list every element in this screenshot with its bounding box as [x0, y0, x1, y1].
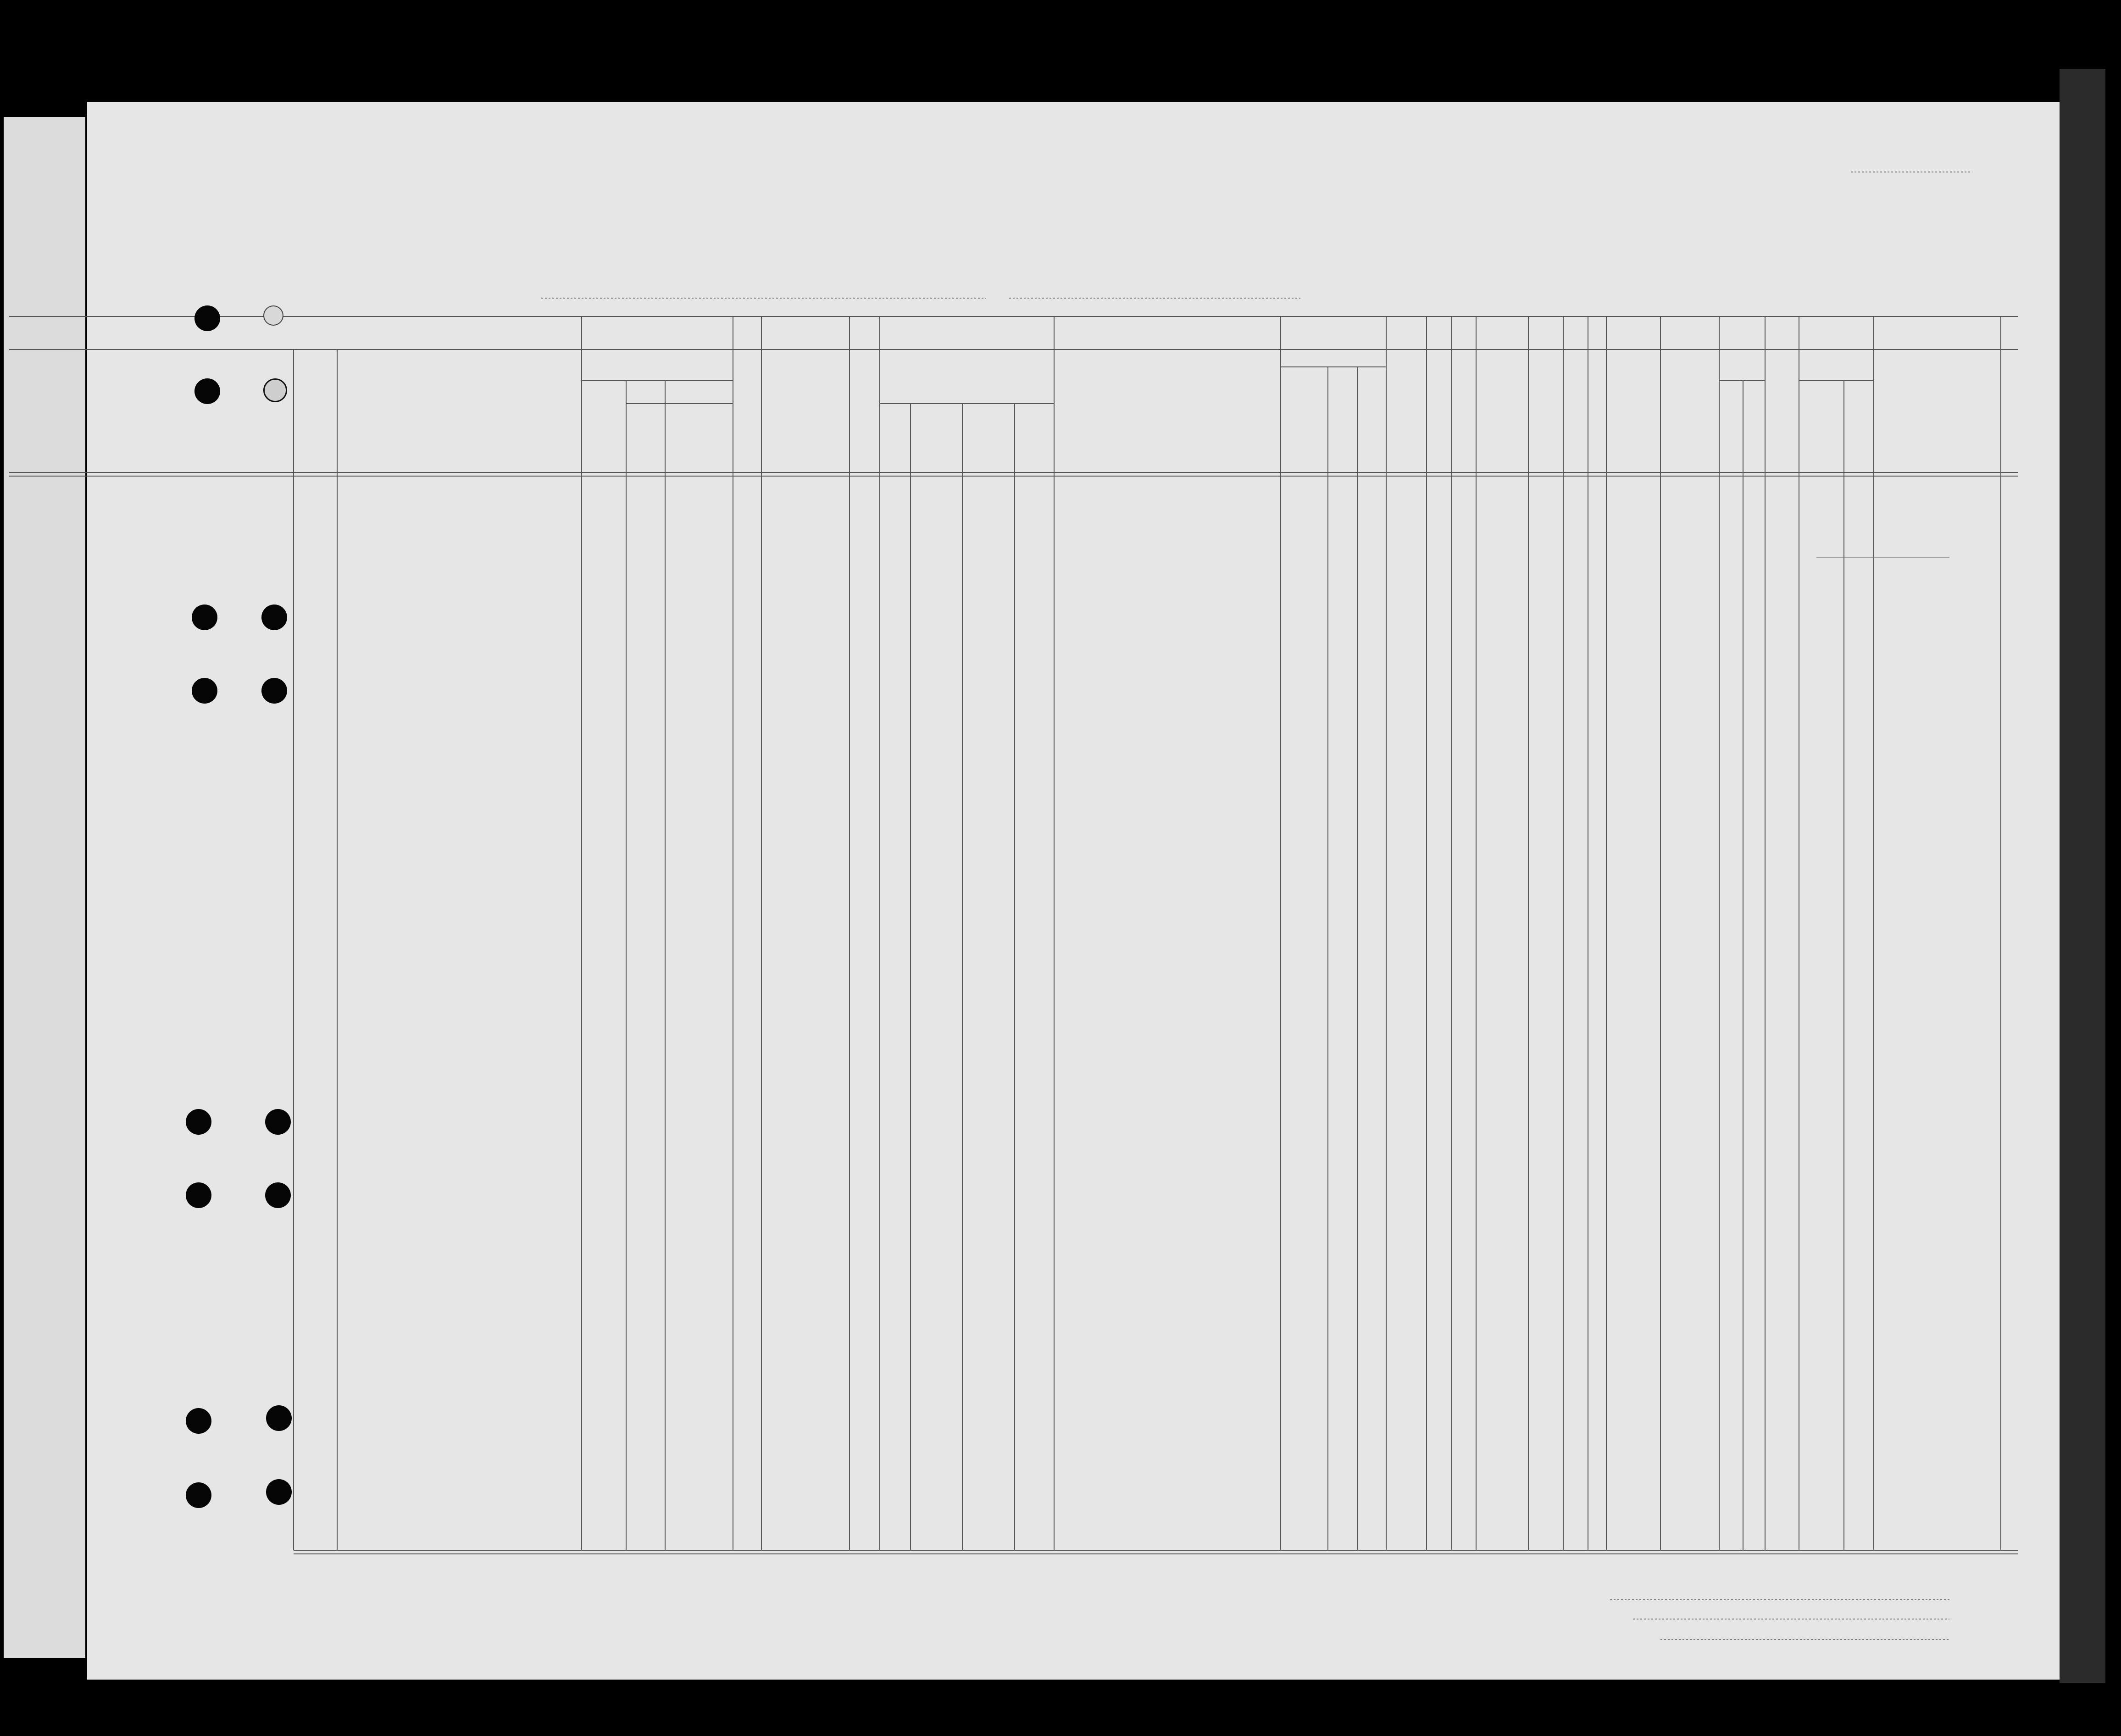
header-length-stay	[1330, 371, 1356, 469]
header-inches	[1744, 413, 1764, 468]
punch-hole	[266, 1479, 292, 1505]
header-excluded	[1565, 355, 1586, 469]
header-anarchist	[1453, 355, 1474, 469]
punch-hole	[263, 305, 283, 326]
header-intends-return	[1282, 371, 1327, 469]
header-overthrow	[1478, 355, 1527, 469]
header-arrested	[1589, 355, 1605, 469]
punch-hole	[192, 605, 217, 630]
header-prison	[1388, 355, 1425, 469]
header-labor-offer	[1530, 355, 1561, 469]
punch-hole	[186, 1109, 211, 1135]
header-citizenship-intent	[1359, 371, 1385, 469]
punch-hole	[192, 678, 217, 704]
header-feet	[1721, 413, 1741, 468]
punch-hole	[265, 1182, 291, 1208]
header-ticket	[734, 353, 760, 468]
punch-hole	[261, 678, 287, 704]
punch-hole	[194, 305, 220, 331]
punch-hole	[261, 605, 287, 630]
punch-hole	[263, 378, 287, 402]
punch-hole	[265, 1109, 291, 1135]
punch-hole	[186, 1482, 211, 1508]
header-money	[851, 355, 878, 470]
punch-hole	[266, 1405, 292, 1431]
header-polygamist	[1429, 355, 1450, 469]
punch-hole	[186, 1182, 211, 1208]
punch-hole	[186, 1408, 211, 1434]
punch-hole	[194, 378, 220, 404]
